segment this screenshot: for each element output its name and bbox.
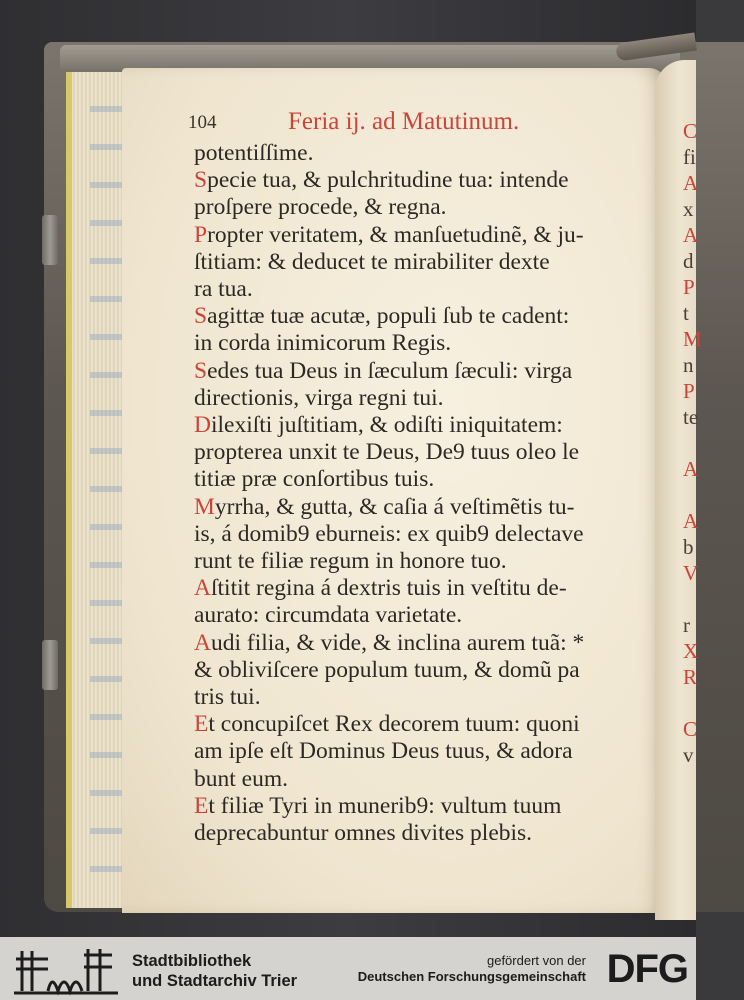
facing-page-fragment: V (683, 561, 699, 585)
text-line (194, 140, 664, 167)
rubricated-initial: E (194, 792, 209, 819)
facing-page-fragment: A (683, 509, 699, 533)
running-title: Feria ij. ad Matutinum. (288, 108, 520, 135)
line-text: am ipſe eſt Dominus Deus tuus, & adora (194, 738, 573, 765)
line-text: ſtitiam: & deducet te mirabiliter dexte (194, 248, 550, 275)
facing-page-edge (655, 60, 702, 920)
line-text: ra tua. (194, 276, 253, 303)
facing-page-fragment: te (683, 405, 699, 429)
text-line (194, 303, 664, 330)
facing-page-fragment: A (683, 223, 699, 247)
text-line (194, 766, 664, 793)
stadtbibliothek-logo-icon (14, 941, 124, 995)
facing-page-fragment: fi (683, 145, 696, 169)
text-line (194, 711, 664, 738)
line-text: agittæ tuæ acutæ, populi ſub te cadent: (207, 303, 570, 330)
text-line (194, 820, 664, 847)
text-line (194, 167, 664, 194)
running-header (188, 108, 628, 138)
facing-page-fragment: M (683, 327, 702, 351)
book-page (122, 68, 667, 913)
page-number: 104 (188, 112, 217, 133)
line-text: bunt eum. (194, 765, 288, 792)
text-line (194, 738, 664, 765)
text-line (194, 602, 664, 629)
library-line-2: und Stadtarchiv Trier (132, 972, 298, 990)
facing-page-text-fragments (683, 118, 703, 768)
rubricated-initial: S (194, 357, 208, 384)
text-line (194, 630, 664, 657)
line-text: is, á domib9 eburneis: ex quib9 delectave (194, 520, 584, 547)
line-text: in corda inimicorum Regis. (194, 330, 452, 357)
facing-page-fragment: C (683, 119, 698, 143)
line-text: tris tui. (194, 684, 261, 711)
text-line (194, 684, 664, 711)
clasp-lower (42, 640, 58, 690)
facing-page-fragment: x (683, 197, 694, 221)
book-cover-top-edge (60, 45, 680, 69)
line-text: t concupiſcet Rex decorem tuum: quoni (208, 711, 580, 738)
line-text: ſtitit regina á dextris tuis in veſtitu de- (210, 575, 567, 602)
facing-page-fragment: v (683, 743, 694, 767)
text-line (194, 575, 664, 602)
rubricated-initial: A (194, 629, 211, 656)
facing-page-fragment (683, 586, 703, 612)
facing-page-fragment: P (683, 275, 695, 299)
rubricated-initial: D (194, 412, 211, 439)
text-line (194, 276, 664, 303)
text-line (194, 194, 664, 221)
facing-page-fragment: C (683, 717, 698, 741)
funder-line-2: Deutschen Forschungsgemeinschaft (357, 969, 586, 984)
line-text: directionis, virga regni tui. (194, 384, 444, 411)
line-text: t filiæ Tyri in munerib9: vultum tuum (208, 792, 562, 819)
text-line (194, 330, 664, 357)
library-line-1: Stadtbibliothek (132, 952, 252, 970)
text-line (194, 494, 664, 521)
line-text: ropter veritatem, & manſuetudinẽ, & ju- (207, 221, 584, 248)
facing-page-fragment: t (683, 301, 689, 325)
rubricated-initial: P (194, 221, 208, 248)
rubricated-initial: S (194, 167, 208, 194)
facing-page-fragment: X (683, 639, 699, 663)
rubricated-initial: A (194, 575, 211, 602)
facing-page-fragment: d (683, 249, 694, 273)
footer-bar (0, 937, 696, 1000)
text-line (194, 548, 664, 575)
facing-page-fragment: r (683, 613, 690, 637)
text-line (194, 358, 664, 385)
funder-line-1: gefördert von der (486, 953, 586, 968)
text-line (194, 439, 664, 466)
line-text: aurato: circumdata varietate. (194, 602, 463, 629)
text-line (194, 521, 664, 548)
text-line (194, 412, 664, 439)
clasp-upper (42, 215, 58, 265)
facing-page-fragment: A (683, 171, 699, 195)
facing-page-fragment (683, 430, 703, 456)
line-text: potentiſſime. (194, 140, 314, 166)
text-line (194, 249, 664, 276)
line-text: pecie tua, & pulchritudine tua: intende (207, 167, 569, 194)
funder-note (358, 953, 586, 985)
line-text: propterea unxit te Deus, De9 tuus oleo le (194, 439, 580, 466)
facing-page-fragment: n (683, 353, 694, 377)
psalm-text (194, 140, 664, 847)
rubricated-initial: E (194, 711, 209, 738)
facing-page-fragment: A (683, 457, 699, 481)
dfg-logo: DFG (606, 947, 688, 991)
line-text: edes tua Deus in ſæculum ſæculi: virga (207, 357, 573, 384)
line-text: proſpere procede, & regna. (194, 194, 447, 221)
facing-page-fragment: R (683, 665, 698, 689)
line-text: yrrha, & gutta, & caſia á veſtimẽtis tu- (214, 493, 575, 520)
rubricated-initial: S (194, 303, 208, 330)
line-text: ilexiſti juſtitiam, & odiſti iniquitatem: (210, 412, 563, 439)
facing-page-fragment: P (683, 379, 695, 403)
line-text: titiæ præ conſortibus tuis. (194, 466, 435, 493)
rubricated-initial: M (194, 493, 215, 520)
facing-page-fragment (683, 482, 703, 508)
library-name (132, 951, 297, 991)
text-line (194, 466, 664, 493)
text-line (194, 385, 664, 412)
line-text: udi filia, & vide, & inclina aurem tuã: * (210, 629, 585, 656)
line-text: deprecabuntur omnes divites plebis. (194, 820, 533, 847)
facing-page-fragment (683, 690, 703, 716)
text-line (194, 657, 664, 684)
line-text: runt te filiæ regum in honore tuo. (194, 548, 507, 575)
text-line (194, 793, 664, 820)
text-line (194, 222, 664, 249)
facing-page-fragment: b (683, 535, 694, 559)
line-text: & obliviſcere populum tuum, & domũ pa (194, 656, 580, 683)
